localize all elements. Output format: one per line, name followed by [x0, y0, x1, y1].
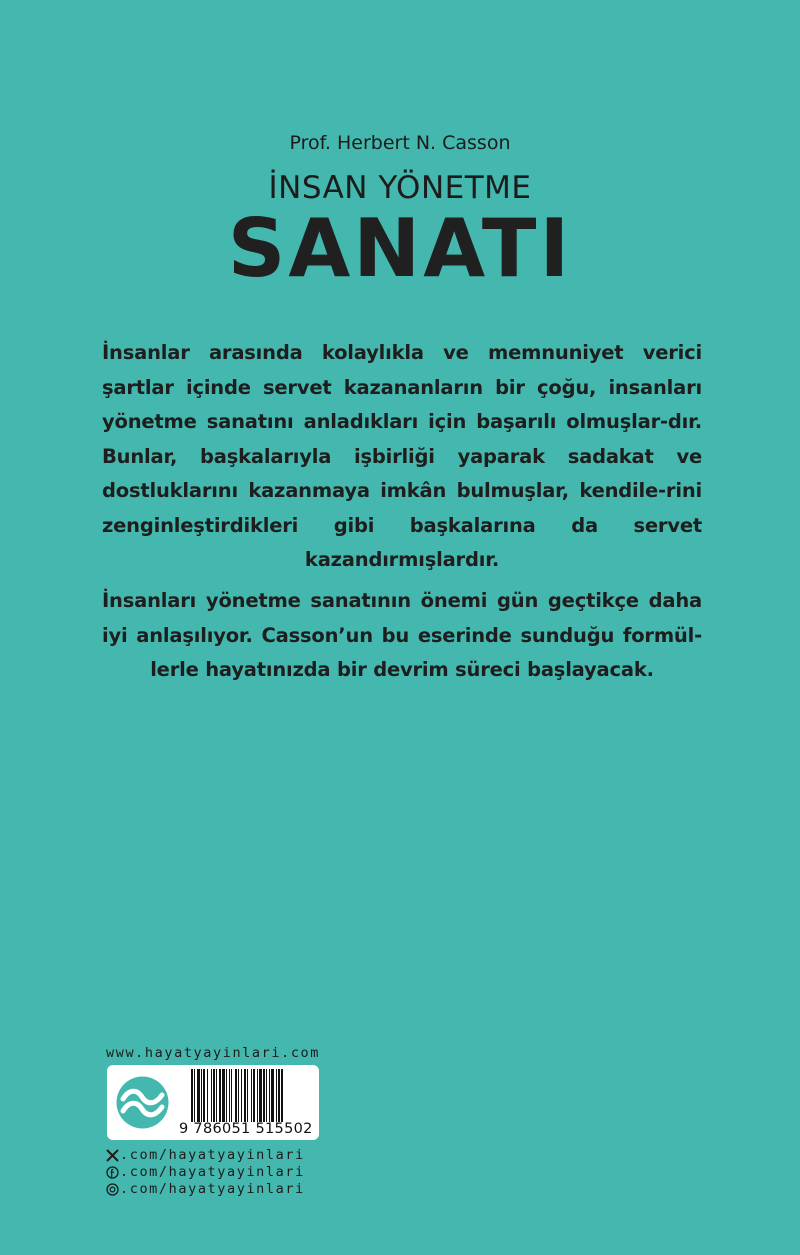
barcode-bar — [271, 1069, 274, 1122]
description-paragraph-1: İnsanlar arasında kolaylıkla ve memnuniyet verici şartlar içinde servet kazananların bir çoğu, insanları yönetme sanatını anladıkları için başarılı olmuşlar-dır. Bunlar, başkalarıyla işbirliği yaparak sadakat ve dostluklarını kazanmaya imkân bulmuşlar, kendile-rini zenginleştirdikleri gibi başkalarına da servet kazandırmışlardır. — [102, 341, 702, 571]
facebook-icon — [106, 1166, 119, 1179]
barcode-bar — [211, 1069, 212, 1122]
barcode — [191, 1069, 317, 1122]
barcode-bar — [281, 1069, 283, 1122]
barcode-bar — [201, 1069, 202, 1122]
barcode-bar — [238, 1069, 239, 1122]
barcode-bar — [203, 1069, 205, 1122]
author-name: Prof. Herbert N. Casson — [289, 132, 511, 154]
social-instagram — [106, 1181, 305, 1197]
title-line-1: İNSAN YÖNETME — [268, 170, 532, 206]
barcode-bar — [253, 1069, 255, 1122]
barcode-bar — [235, 1069, 237, 1122]
barcode-bar — [213, 1069, 215, 1122]
barcode-bar — [251, 1069, 252, 1122]
barcode-bar — [259, 1069, 262, 1122]
barcode-bar — [276, 1069, 277, 1122]
x-icon — [106, 1149, 119, 1162]
barcode-bar — [191, 1069, 193, 1122]
barcode-bar — [207, 1069, 208, 1122]
social-x — [106, 1147, 305, 1163]
social-facebook — [106, 1164, 305, 1180]
publisher-logo-icon — [115, 1075, 170, 1130]
social-x-text: .com/hayatyayinlari — [120, 1147, 305, 1163]
barcode-bar — [219, 1069, 221, 1122]
barcode-panel — [107, 1065, 319, 1140]
barcode-bar — [263, 1069, 265, 1122]
description-paragraph-2: İnsanları yönetme sanatının önemi gün geçtikçe daha iyi anlaşılıyor. Casson’un bu eserinde sunduğu formül-lerle hayatınızda bir devrim süreci başlayacak. — [102, 589, 702, 681]
barcode-bar — [216, 1069, 217, 1122]
barcode-bar — [222, 1069, 225, 1122]
barcode-bar — [266, 1069, 267, 1122]
website-url: www.hayatyayinlari.com — [106, 1045, 321, 1061]
barcode-bar — [269, 1069, 270, 1122]
barcode-bar — [197, 1069, 200, 1122]
social-facebook-text: .com/hayatyayinlari — [120, 1164, 305, 1180]
instagram-icon — [106, 1183, 119, 1196]
barcode-bar — [226, 1069, 227, 1122]
barcode-bar — [247, 1069, 248, 1122]
barcode-bar — [231, 1069, 232, 1122]
barcode-bar — [244, 1069, 246, 1122]
barcode-bar — [278, 1069, 280, 1122]
barcode-bar — [257, 1069, 258, 1122]
barcode-bar — [229, 1069, 230, 1122]
social-instagram-text: .com/hayatyayinlari — [120, 1181, 305, 1197]
title-line-2: SANATI — [227, 202, 573, 295]
barcode-bar — [194, 1069, 195, 1122]
isbn-number: 9 786051 515502 — [179, 1121, 313, 1137]
barcode-bar — [241, 1069, 242, 1122]
